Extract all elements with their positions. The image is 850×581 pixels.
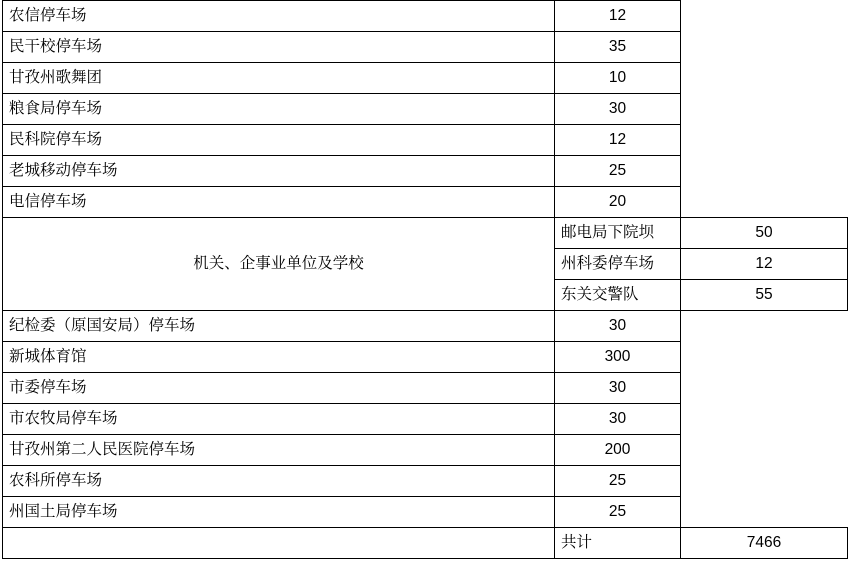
table-body (3, 1, 848, 559)
lot-count: 20 (555, 187, 681, 218)
lot-count: 12 (681, 249, 848, 280)
lot-name: 邮电局下院坝 (555, 218, 681, 249)
lot-name: 州国土局停车场 (3, 497, 555, 528)
lot-count: 50 (681, 218, 848, 249)
table-row (3, 63, 848, 94)
table-row (3, 94, 848, 125)
lot-count: 30 (555, 404, 681, 435)
lot-count: 35 (555, 32, 681, 63)
category-empty-cell (3, 528, 555, 559)
lot-name: 甘孜州歌舞团 (3, 63, 555, 94)
lot-name: 农信停车场 (3, 1, 555, 32)
lot-count: 30 (555, 94, 681, 125)
lot-count: 25 (555, 156, 681, 187)
lot-count: 25 (555, 497, 681, 528)
lot-name: 粮食局停车场 (3, 94, 555, 125)
lot-name: 纪检委（原国安局）停车场 (3, 311, 555, 342)
lot-count: 300 (555, 342, 681, 373)
lot-count: 10 (555, 63, 681, 94)
lot-name: 民干校停车场 (3, 32, 555, 63)
lot-count: 25 (555, 466, 681, 497)
table-row (3, 187, 848, 218)
lot-count: 30 (555, 373, 681, 404)
lot-name: 新城体育馆 (3, 342, 555, 373)
table-row (3, 373, 848, 404)
lot-name: 市委停车场 (3, 373, 555, 404)
table-row (3, 156, 848, 187)
lot-name: 老城移动停车场 (3, 156, 555, 187)
lot-name: 州科委停车场 (555, 249, 681, 280)
lot-count: 30 (555, 311, 681, 342)
parking-lot-table (2, 0, 848, 559)
table-total-row (3, 528, 848, 559)
lot-count: 12 (555, 125, 681, 156)
table-row (3, 125, 848, 156)
lot-name: 电信停车场 (3, 187, 555, 218)
table-row (3, 218, 848, 249)
table-row (3, 466, 848, 497)
table-row (3, 1, 848, 32)
table-row (3, 32, 848, 63)
category-label: 机关、企事业单位及学校 (3, 218, 555, 311)
lot-name: 市农牧局停车场 (3, 404, 555, 435)
table-row (3, 435, 848, 466)
total-label: 共计 (555, 528, 681, 559)
table-row (3, 404, 848, 435)
table-row (3, 311, 848, 342)
table-row (3, 342, 848, 373)
lot-count: 200 (555, 435, 681, 466)
lot-count: 55 (681, 280, 848, 311)
total-count: 7466 (681, 528, 848, 559)
lot-name: 东关交警队 (555, 280, 681, 311)
table-row (3, 497, 848, 528)
lot-name: 民科院停车场 (3, 125, 555, 156)
lot-name: 甘孜州第二人民医院停车场 (3, 435, 555, 466)
lot-count: 12 (555, 1, 681, 32)
lot-name: 农科所停车场 (3, 466, 555, 497)
